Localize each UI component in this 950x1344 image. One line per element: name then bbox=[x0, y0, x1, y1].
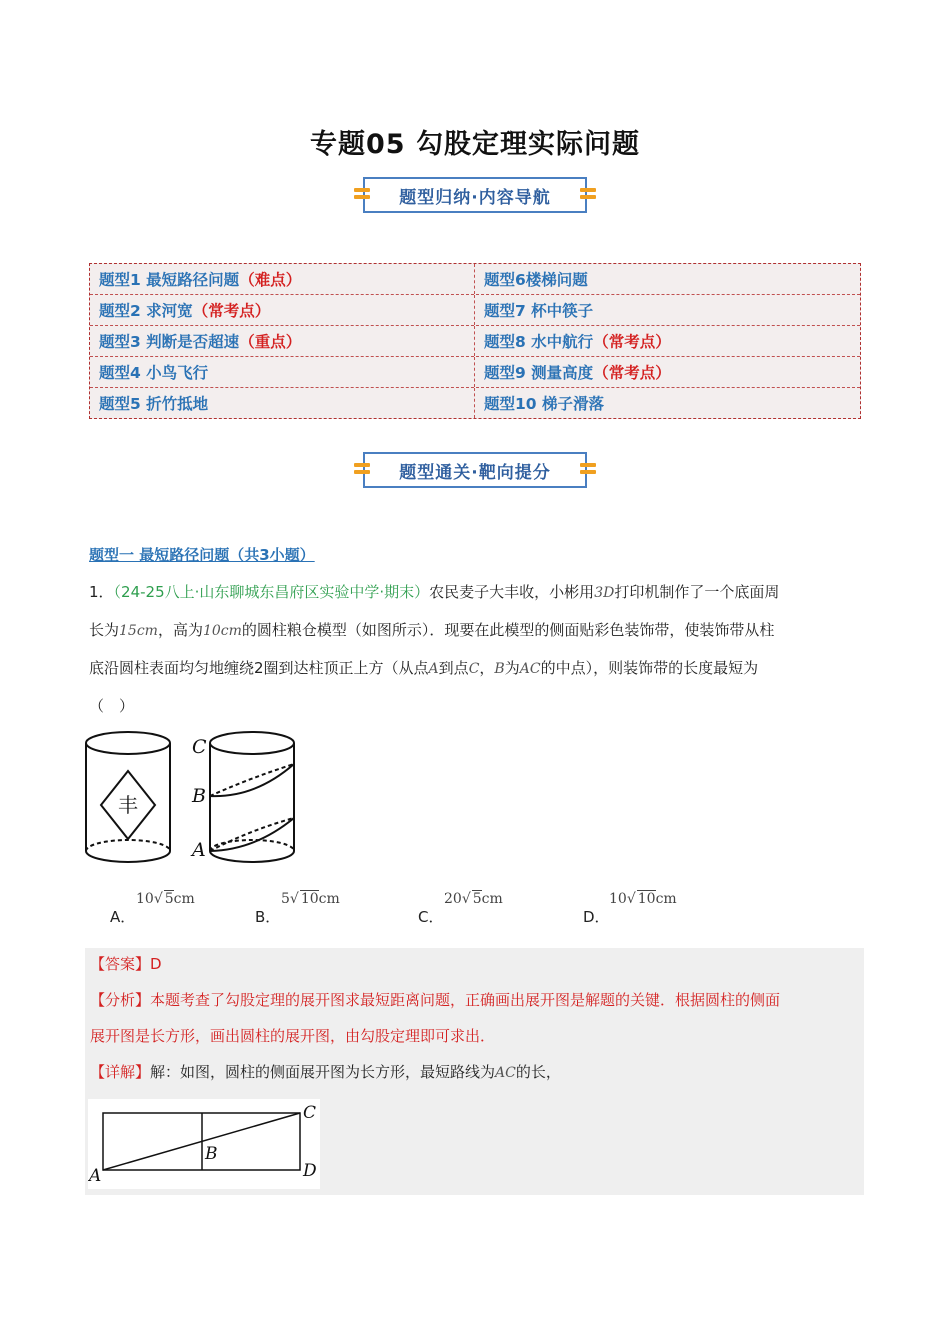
figure-char: 丰 bbox=[118, 793, 138, 817]
toc-item[interactable]: 题型4 小鸟飞行 bbox=[90, 357, 475, 387]
analysis-line-2: 展开图是长方形，画出圆柱的展开图，由勾股定理即可求出． bbox=[90, 1027, 496, 1045]
unrolled-rectangle-figure bbox=[88, 1099, 320, 1189]
label-C: C bbox=[192, 736, 207, 758]
toc-item[interactable]: 题型1 最短路径问题 （难点） bbox=[90, 264, 475, 294]
toc-row bbox=[90, 295, 860, 326]
toc-item[interactable]: 题型2 求河宽 （常考点） bbox=[90, 295, 475, 325]
rect-label-D: D bbox=[303, 1161, 317, 1181]
rect-label-B: B bbox=[205, 1144, 218, 1164]
answer-options: A． 10√ 5cm B． 5√ 10cm C． 20√ 5cm D． 10√ 10cm bbox=[110, 891, 677, 926]
answer-box bbox=[85, 948, 864, 1195]
banner-navigation bbox=[358, 175, 592, 215]
equals-icon bbox=[580, 187, 596, 201]
answer-line: 【答案】D bbox=[90, 955, 162, 973]
banner-navigation-label: 题型归纳·内容导航 bbox=[363, 177, 587, 213]
equals-icon bbox=[354, 187, 370, 201]
toc-item[interactable]: 题型3 判断是否超速 （重点） bbox=[90, 326, 475, 356]
rect-label-A: A bbox=[89, 1166, 102, 1186]
toc-row bbox=[90, 388, 860, 418]
toc-row bbox=[90, 357, 860, 388]
toc-item[interactable]: 题型8 水中航行 （常考点） bbox=[484, 333, 671, 351]
cylinder-figure bbox=[85, 730, 300, 870]
label-A: A bbox=[192, 839, 206, 861]
rect-label-C: C bbox=[303, 1103, 317, 1123]
toc-item[interactable]: 题型6楼梯问题 bbox=[484, 271, 588, 289]
banner-practice-label: 题型通关·靶向提分 bbox=[363, 452, 587, 488]
question-text: 1．（24-25八上·山东聊城东昌府区实验中学·期末）农民麦子大丰收，小彬用3D打印机制作了一个底面周 长为15cm，高为10cm的圆柱粮仓模型（如图所示）．现要在此模型的侧面贴彩色装饰带，使装饰带从柱 底沿圆柱表面均匀地缠绕2圈到达柱顶正上方（从点A到点C，B为AC的中点），则装饰带的长度最短为 （ ） bbox=[89, 583, 780, 715]
banner-practice bbox=[358, 450, 592, 490]
toc-row bbox=[90, 326, 860, 357]
toc-item[interactable]: 题型5 折竹抵地 bbox=[90, 388, 475, 418]
toc-table bbox=[89, 263, 861, 419]
page-title: 专题05 勾股定理实际问题 bbox=[310, 129, 640, 160]
toc-item[interactable]: 题型10 梯子滑落 bbox=[484, 395, 604, 413]
section-heading: 题型一 最短路径问题（共3小题） bbox=[89, 546, 315, 564]
detail-line: 【详解】解：如图，圆柱的侧面展开图为长方形，最短路线为AC的长， bbox=[90, 1063, 561, 1081]
toc-item[interactable]: 题型7 杯中筷子 bbox=[484, 302, 594, 320]
question-source: （24-25八上·山东聊城东昌府区实验中学·期末） bbox=[113, 583, 430, 601]
toc-item[interactable]: 题型9 测量高度 （常考点） bbox=[484, 364, 671, 382]
label-B: B bbox=[192, 785, 206, 807]
analysis-line: 【分析】本题考查了勾股定理的展开图求最短距离问题，正确画出展开图是解题的关键．根据圆柱的侧面 bbox=[90, 991, 781, 1009]
toc-row bbox=[90, 264, 860, 295]
equals-icon bbox=[354, 462, 370, 476]
equals-icon bbox=[580, 462, 596, 476]
